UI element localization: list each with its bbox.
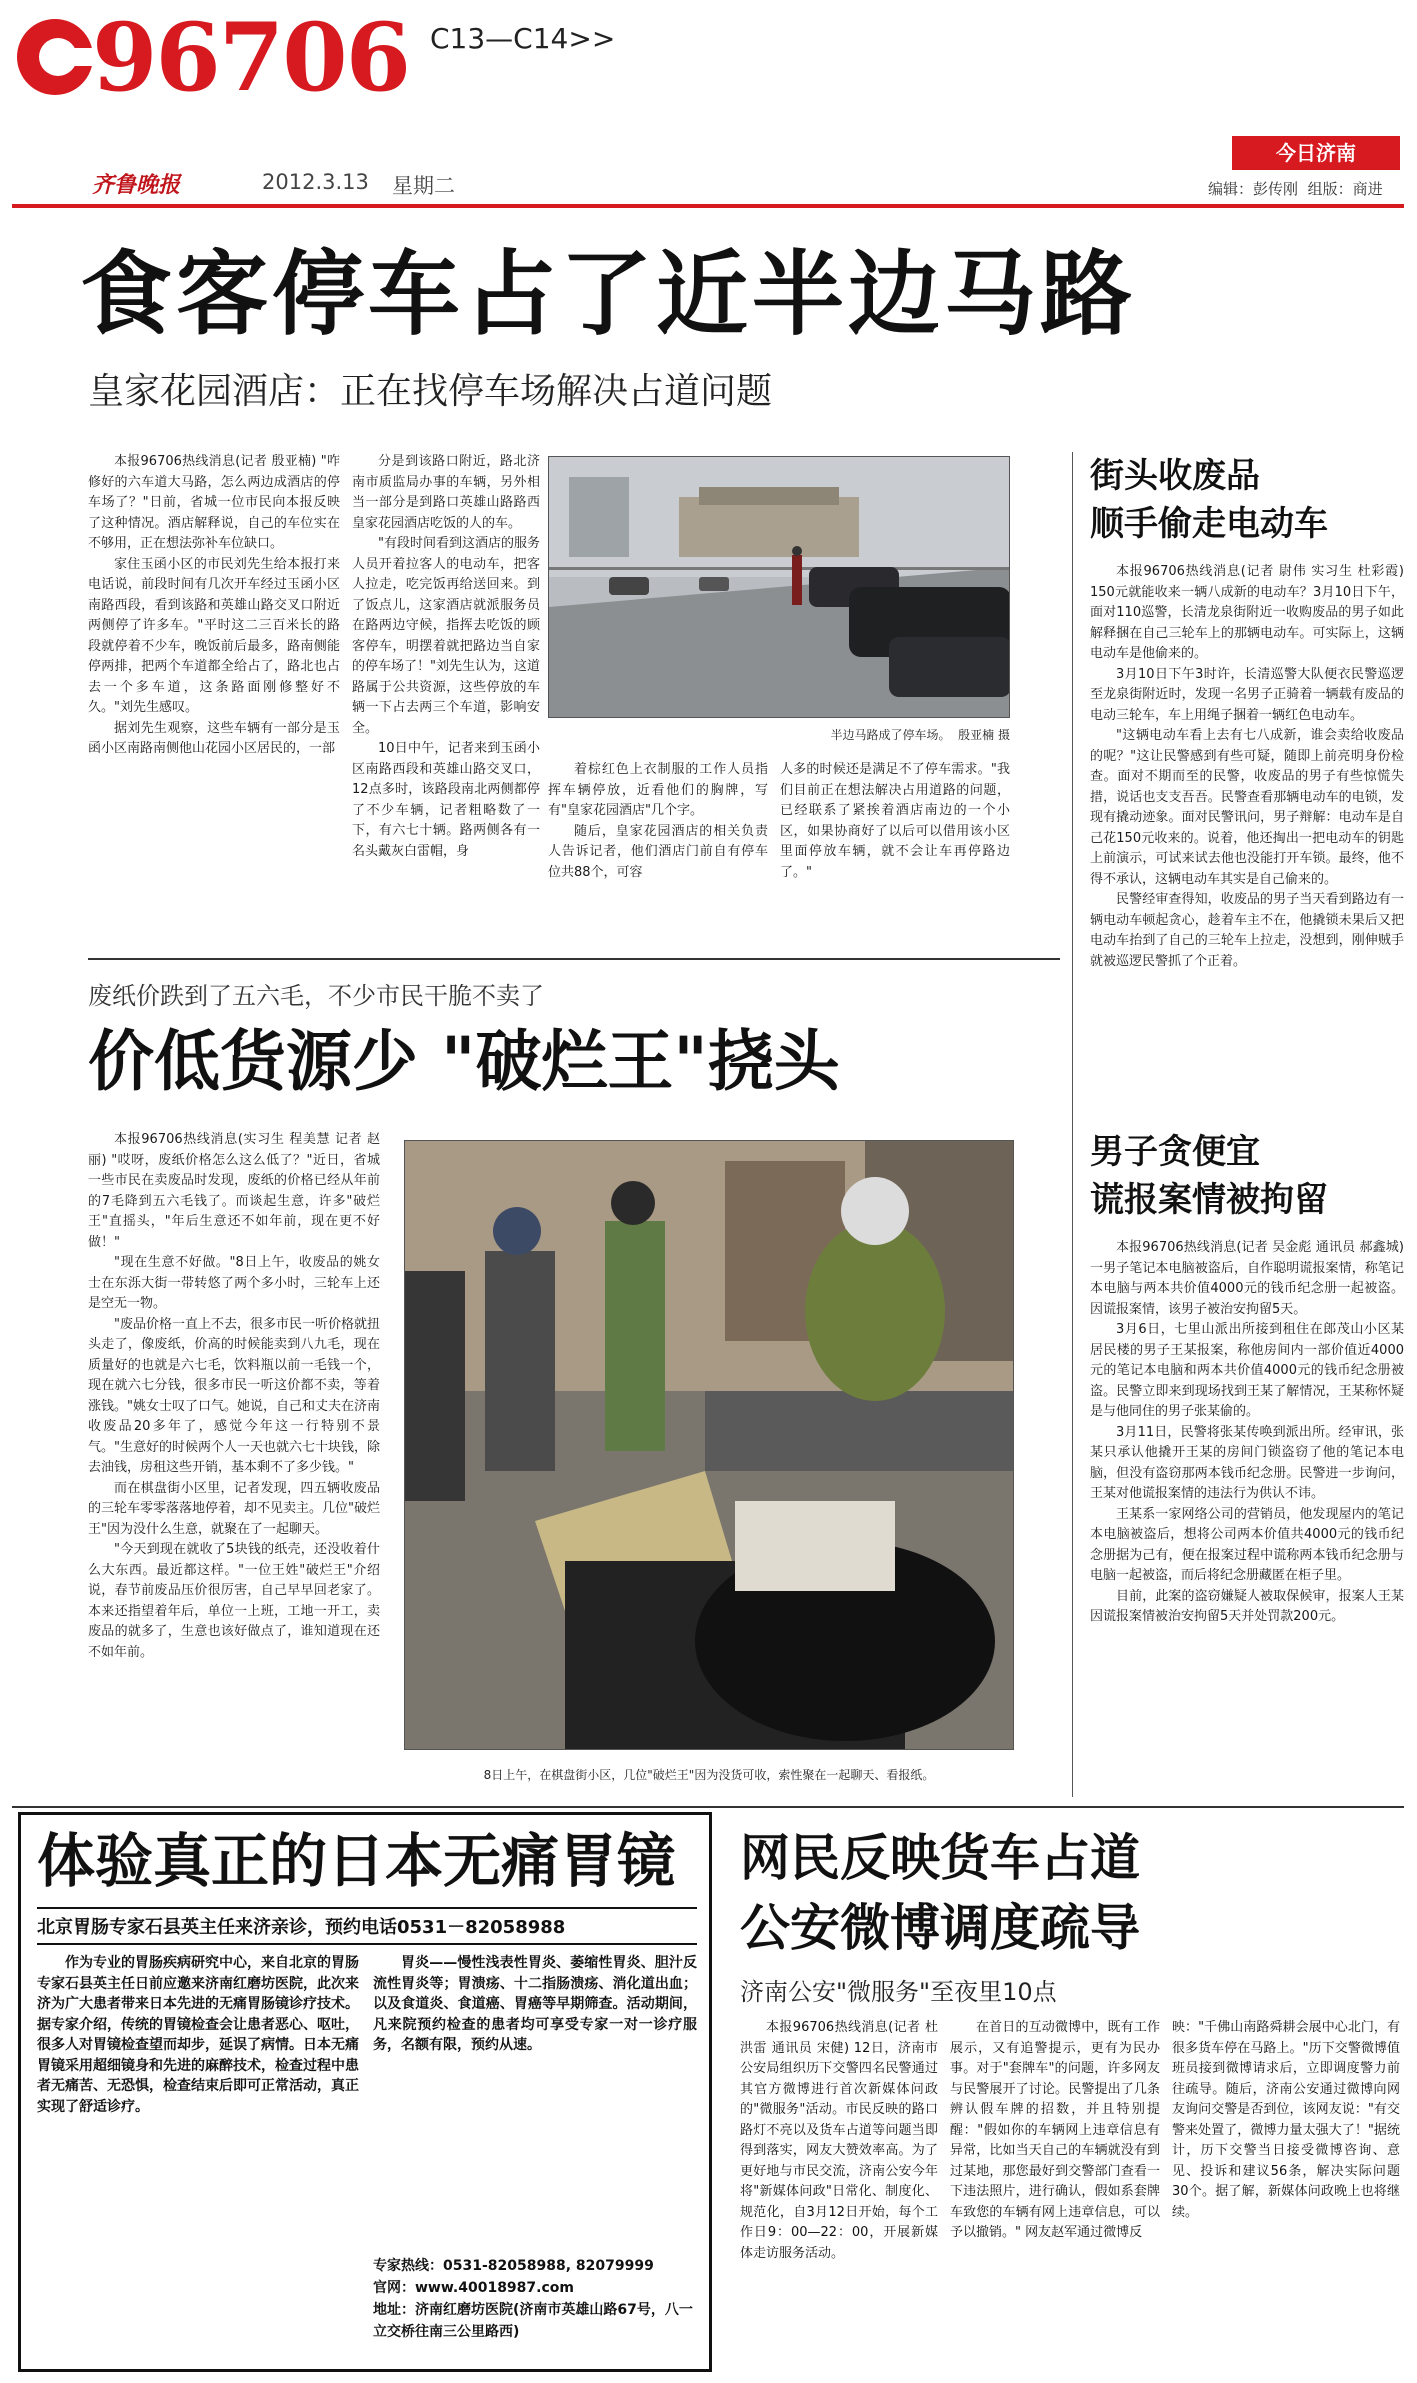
section-label: 今日济南: [1276, 141, 1356, 165]
story1-col2: [352, 452, 540, 862]
story3-headline-1: 网民反映货车占道: [740, 1829, 1140, 1887]
advertisement-box: [18, 1812, 712, 2372]
story2-kicker: 废纸价跌到了五六毛，不少市民干脆不卖了: [88, 982, 544, 1010]
parking-photo: [548, 456, 1010, 718]
story2-para: 本报96706热线消息(实习生 程美慧 记者 赵丽) "哎呀，废纸价格怎么这么低了？"近日，省城一些市民在卖废品时发现，废纸的价格已经从年前的7毛降到五六毛钱了。而谈起生意，许多"破烂王"直摇头，"年后生意还不如年前，现在更不好做！": [88, 1132, 380, 1250]
issue-weekday: 星期二: [392, 174, 455, 198]
side2-para: 王某系一家网络公司的营销员，他发现屋内的笔记本电脑被盗后，想将公司两本价值共4000元的钱币纪念册据为己有，便在报案过程中谎称两本钱币纪念册与电脑一起被盗，而后将纪念册藏匿在柜子里。: [1090, 1506, 1404, 1583]
side1-para: 3月10日下午3时许，长清巡警大队便衣民警巡逻至龙泉街附近时，发现一名男子正骑着一辆载有废品的电动三轮车，车上用绳子捆着一辆红色电动车。: [1090, 666, 1404, 723]
paper-name: 齐鲁晚报: [92, 172, 181, 198]
ad-col1: 作为专业的胃肠疾病研究中心，来自北京的胃肠专家石县英主任日前应邀来济南红磨坊医院，此次来济为广大患者带来日本先进的无痛胃肠镜诊疗技术。据专家介绍，传统的胃镜检查会让患者恶心、呕吐，很多人对胃镜检查望而却步，延误了病情。日本无痛胃镜采用超细镜身和先进的麻醉技术，检查过程中患者无痛苦、无恐惧，检查结束后即可正常活动，真正实现了舒适诊疗。: [37, 1955, 359, 2115]
divider-horizontal: [88, 958, 1060, 960]
ad-contact: [373, 2255, 697, 2343]
ad-website-value: www.40018987.com: [415, 2280, 574, 2296]
story1-para: 10日中午，记者来到玉函小区南路西段和英雄山路交叉口，12点多时，该路段南北两侧都停了不少车辆，记者粗略数了一下，有六七十辆。路两侧各有一名头戴灰白雷帽，身: [352, 741, 540, 859]
story1-col1: [88, 452, 340, 760]
ad-address: 地址：济南红磨坊医院(济南市英雄山路67号，八一立交桥往南三公里路西): [373, 2302, 693, 2340]
story1-para: "有段时间看到这酒店的服务人员开着拉客人的电动车，把客人拉走，吃完饭再给送回来。到了饭点儿，这家酒店就派服务员在路两边守候，指挥去吃饭的顾客停车，明摆着就把路边当自家的停车场了！"刘先生认为，这道路属于公共资源，这些停放的车辆一下占去两三个车道，影响安全。: [352, 536, 540, 736]
side1-para: 民警经审查得知，收废品的男子当天看到路边有一辆电动车顿起贪心，趁着车主不在，他撬锁未果后又把电动车抬到了自己的三轮车上拉走，没想到，刚伸贼手就被巡逻民警抓了个正着。: [1090, 892, 1404, 969]
side2-para: 目前，此案的盗窃嫌疑人被取保候审，报案人王某因谎报案情被治安拘留5天并处罚款200元。: [1090, 1588, 1404, 1624]
story2-para: "今天到现在就收了5块钱的纸壳，还没收着什么大东西。最近都这样。"一位王姓"破烂王"介绍说，春节前废品压价很厉害，自己早早回老家了。本来还指望着年后，单位一上班，工地一开工，卖废品的就多了，生意也该好做点了，谁知道现在还不如年前。: [88, 1542, 380, 1660]
photo-credit: 殷亚楠 摄: [958, 728, 1010, 742]
story1-headline: 食客停车占了近半边马路: [80, 241, 1137, 348]
divider-vertical: [1072, 452, 1073, 1797]
editor-credit: [1208, 178, 1383, 199]
story1-para: 家住玉函小区的市民刘先生给本报打来电话说，前段时间有几次开车经过玉函小区南路西段，看到该路和英雄山路交叉口附近两侧停了许多车。"平时这二三百米长的路段就停着不少车，晚饭前后最多，路南侧能停两排，把两个车道都全给占了，路北也占去一个多车道，这条路面刚修整好不久。"刘先生感叹。: [88, 556, 340, 715]
ad-website: [373, 2277, 697, 2299]
story1-para: 据刘先生观察，这些车辆有一部分是玉函小区南路南侧他山花园小区居民的，一部: [88, 720, 340, 756]
story2-headline: 价低货源少 "破烂王"挠头: [88, 1023, 840, 1100]
ad-hotline-label: 专家热线：: [373, 2258, 443, 2274]
story1-para: 本报96706热线消息(记者 殷亚楠) "咋修好的六车道大马路，怎么两边成酒店的停车场了？"日前，省城一位市民向本报反映了这种情况。酒店解释说，自己的车位实在不够用，正在想法弥补车位缺口。: [88, 454, 340, 551]
story1-para: 着棕红色上衣制服的工作人员指挥车辆停放，近看他们的胸牌，写有"皇家花园酒店"几个字。: [548, 762, 768, 818]
masthead-rule: [12, 204, 1404, 208]
page-range: C13—C14>>: [430, 22, 616, 55]
hotline-number: 96706: [92, 3, 410, 113]
story2-col1: [88, 1130, 380, 1663]
parking-photo-caption: [740, 726, 1010, 743]
caption-text: 半边马路成了停车场。: [830, 728, 951, 742]
c-logo-icon: [12, 14, 92, 100]
side1-headline-2: 顺手偷走电动车: [1090, 504, 1328, 544]
side1-headline-1: 街头收废品: [1090, 456, 1260, 496]
story2-para: "现在生意不好做。"8日上午，收废品的姚女士在东泺大街一带转悠了两个多小时，三轮车上还是空无一物。: [88, 1255, 380, 1311]
side2-para: 3月6日，七里山派出所接到租住在郎茂山小区某居民楼的男子王某报案，称他房间内一部价值近4000元的笔记本电脑和两本共价值4000元的钱币纪念册被盗。民警立即来到现场找到王某了解情况，王某称怀疑是与他同住的男子张某偷的。: [1090, 1322, 1404, 1419]
scrap-photo-caption: 8日上午，在棋盘街小区，几位"破烂王"因为没货可收，索性聚在一起聊天、看报纸。: [483, 1768, 935, 1782]
ad-website-label: 官网：: [373, 2280, 415, 2296]
side1-para: 本报96706热线消息(记者 尉伟 实习生 杜彩霞) 150元就能收来一辆八成新的电动车？3月10日下午，面对110巡警，长清龙泉街附近一收购废品的男子如此解释捆在自己三轮车上的那辆电动车。可实际上，这辆电动车是他偷来的。: [1090, 564, 1404, 661]
side-story-scooter: [1090, 452, 1404, 972]
ad-subline: 北京胃肠专家石县英主任来济亲诊，预约电话0531－82058988: [37, 1907, 697, 1945]
side2-headline-2: 谎报案情被拘留: [1090, 1180, 1328, 1220]
story3-subhead: 济南公安"微服务"至夜里10点: [740, 1978, 1057, 2006]
story2-para: "废品价格一直上不去，很多市民一听价格就扭头走了，像废纸，价高的时候能卖到八九毛，现在质量好的也就是六七毛，饮料瓶以前一毛钱一个，现在就六七分钱，很多市民一听这价都不卖，等着涨钱。"姚女士叹了口气。她说，自己和丈夫在济南收废品20多年了，感觉今年这一行特别不景气。"生意好的时候两个人一天也就六七十块钱，除去油钱，房租这些开销，基本剩不了多少钱。": [88, 1316, 380, 1475]
story1-col3: [548, 760, 768, 883]
divider-ad-top: [12, 1806, 1404, 1808]
story3-col1: 本报96706热线消息(记者 杜洪雷 通讯员 宋健) 12日，济南市公安局组织历下交警四名民警通过其官方微博进行首次新媒体问政的"微服务"活动。市民反映的路口路灯不亮以及货车占道等问题当即得到落实，网友大赞效率高。为了更好地与市民交流，济南公安今年将"新媒体问政"日常化、制度化、规范化，自3月12日开始，每个工作日9：00—22：00，开展新媒体走访服务活动。: [740, 2020, 938, 2261]
ad-hotline-value: 0531-82058988, 82079999: [443, 2258, 654, 2274]
story2-para: 而在棋盘街小区里，记者发现，四五辆收废品的三轮车零零落落地停着，却不见卖主。几位"破烂王"因为没什么生意，就聚在了一起聊天。: [88, 1480, 380, 1537]
story1-col4: [780, 760, 1010, 883]
section-badge: [1232, 136, 1400, 170]
scrap-collectors-photo: [404, 1140, 1014, 1750]
ad-col2: 胃炎——慢性浅表性胃炎、萎缩性胃炎、胆汁反流性胃炎等；胃溃疡、十二指肠溃疡、消化道出血；以及食道炎、食道癌、胃癌等早期筛查。活动期间，凡来院预约检查的患者均可享受专家一对一诊疗服务，名额有限，预约从速。: [373, 1955, 697, 2053]
layout-name: 组版：商进: [1307, 180, 1383, 198]
ad-hotline: [373, 2255, 697, 2277]
side2-headline-1: 男子贪便宜: [1090, 1132, 1260, 1172]
story3-headline-2: 公安微博调度疏导: [740, 1899, 1140, 1957]
side1-para: "这辆电动车看上去有七八成新，谁会卖给收废品的呢？"这让民警感到有些可疑，随即上前亮明身份检查。面对不期而至的民警，收废品的男子有些惊慌失措，说话也支支吾吾。民警查看那辆电动车的电锁，发现有撬动迹象。面对民警讯问，男子辩解：电动车是自己花150元收来的。说着，他还掏出一把电动车的钥匙上前演示，可试来试去他也没能打开车锁。最终，他不得不承认，这辆电动车其实是自己偷来的。: [1090, 728, 1404, 887]
story3-col3: 映："千佛山南路舜耕会展中心北门，有很多货车停在马路上。"历下交警微博值班员接到微博请求后，立即调度警力前往疏导。随后，济南公安通过微博向网友询问交警是否到位，该网友说："有交警来处置了，微博力量太强大了！"据统计，历下交警当日接受微博咨询、意见、投诉和建议56条，解决实际问题30个。据了解，新媒体问政晚上也将继续。: [1172, 2020, 1400, 2220]
issue-date: 2012.3.13: [262, 170, 369, 194]
side2-para: 3月11日，民警将张某传唤到派出所。经审讯，张某只承认他撬开王某的房间门锁盗窃了他的笔记本电脑，但没有盗窃那两本钱币纪念册。民警进一步询问，王某对他谎报案情的违法行为供认不讳。: [1090, 1424, 1404, 1501]
story1-para: 人多的时候还是满足不了停车需求。"我们目前正在想法解决占用道路的问题，已经联系了紧挨着酒店南边的一个小区，如果协商好了以后可以借用该小区里面停放车辆，就不会让车再停路边了。": [780, 762, 1010, 880]
story1-para: 分是到该路口附近，路北济南市质监局办事的车辆，另外相当一部分是到路口英雄山路路西皇家花园酒店吃饭的人的车。: [352, 454, 540, 531]
ad-headline: 体验真正的日本无痛胃镜: [37, 1827, 676, 1895]
side-story-laptop: [1090, 1128, 1404, 1628]
story3-col2: 在首日的互动微博中，既有工作展示，又有追警提示，更有为民办事。对于"套牌车"的问题，许多网友与民警展开了讨论。民警提出了几条辨认假车牌的招数，并且特别提醒："假如你的车辆网上违章信息有异常，比如当天自己的车辆就没有到过某地，那您最好到交警部门查看一下违法照片，进行确认，假如系套牌车致您的车辆有网上违章信息，可以予以撤销。" 网友赵军通过微博反: [950, 2020, 1160, 2240]
side2-para: 本报96706热线消息(记者 吴金彪 通讯员 郝鑫城) 一男子笔记本电脑被盗后，自作聪明谎报案情，称笔记本电脑与两本共价值4000元的钱币纪念册一起被盗。因谎报案情，该男子被治安拘留5天。: [1090, 1240, 1404, 1317]
story1-para: 随后，皇家花园酒店的相关负责人告诉记者，他们酒店门前自有停车位共88个，可容: [548, 823, 768, 880]
editor-name: 编辑：彭传刚: [1208, 180, 1299, 198]
story1-subhead: 皇家花园酒店：正在找停车场解决占道问题: [88, 371, 773, 412]
